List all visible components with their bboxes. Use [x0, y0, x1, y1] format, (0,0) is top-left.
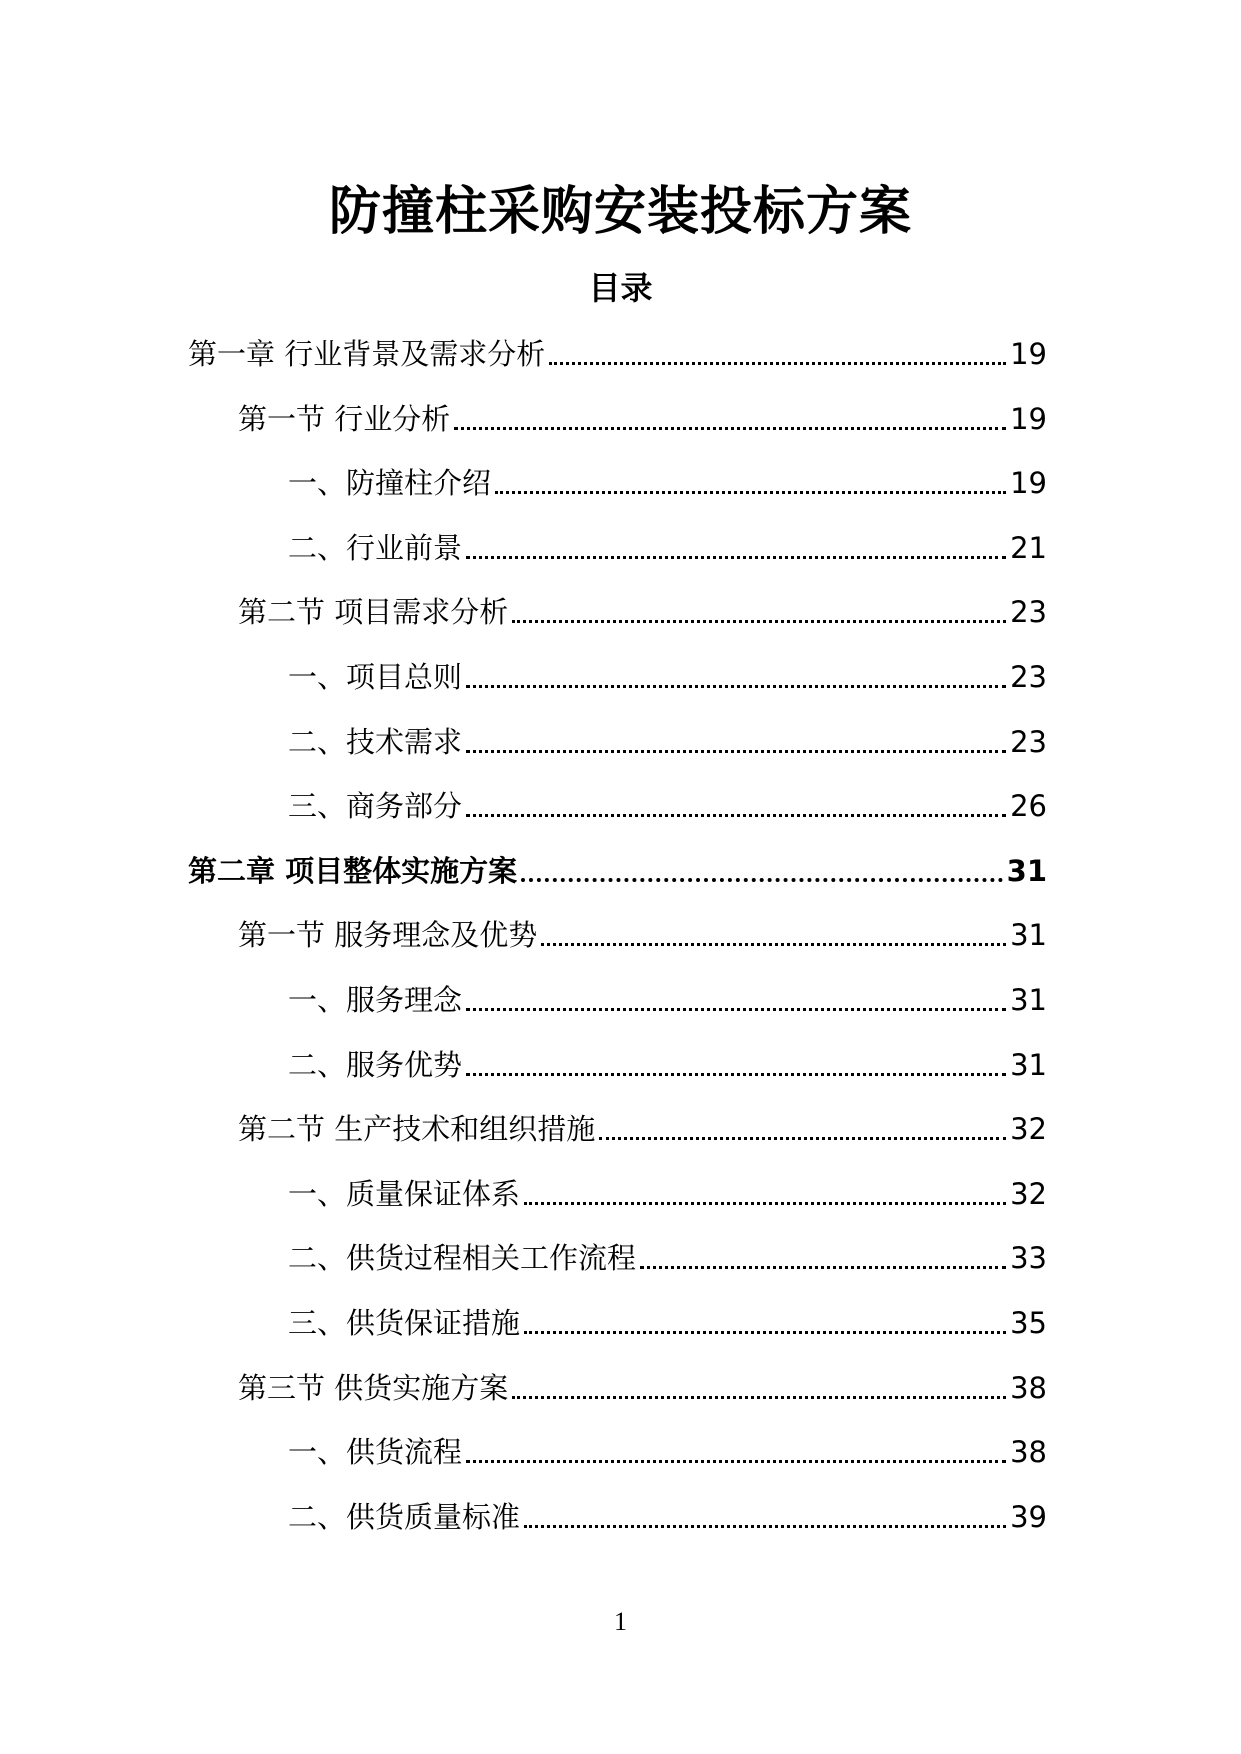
toc-entry-page: 31	[1006, 853, 1047, 888]
toc-leader-dots	[549, 361, 1006, 365]
toc-leader-dots	[541, 942, 1006, 946]
toc-entry-title: 第二节 生产技术和组织措施	[238, 1112, 596, 1147]
toc-entry-title: 三、商务部分	[288, 789, 463, 824]
toc-entry[interactable]	[238, 588, 1047, 632]
toc-entry[interactable]	[288, 1428, 1047, 1472]
toc-leader-dots	[466, 749, 1006, 753]
toc-leader-dots	[512, 1395, 1006, 1399]
toc-leader-dots	[466, 1007, 1006, 1011]
toc-leader-dots	[466, 1072, 1006, 1076]
toc-entry-title: 一、质量保证体系	[288, 1176, 521, 1211]
toc-entry-page: 23	[1010, 595, 1047, 630]
toc-entry-title: 二、供货过程相关工作流程	[288, 1241, 637, 1276]
toc-entry[interactable]	[288, 1493, 1047, 1537]
toc-entry-title: 一、供货流程	[288, 1435, 463, 1470]
toc-entry-title: 第二节 项目需求分析	[238, 595, 509, 630]
toc-leader-dots	[524, 1201, 1006, 1205]
toc-leader-dots	[512, 619, 1006, 623]
toc-leader-dots	[454, 426, 1006, 430]
toc-entry-page: 35	[1010, 1306, 1047, 1340]
toc-entry-page: 32	[1010, 1112, 1047, 1147]
toc-entry[interactable]	[288, 524, 1047, 568]
toc-entry-title: 一、项目总则	[288, 660, 463, 694]
toc-entry[interactable]	[188, 847, 1047, 891]
toc-leader-dots	[521, 877, 1003, 882]
toc-entry-page: 38	[1010, 1435, 1047, 1470]
toc-entry[interactable]	[238, 1364, 1047, 1408]
toc-entry-page: 31	[1010, 983, 1047, 1017]
toc-leader-dots	[640, 1265, 1006, 1269]
toc-leader-dots	[466, 1459, 1006, 1463]
toc-entry-title: 第三节 供货实施方案	[238, 1370, 509, 1405]
toc-heading: 目录	[588, 269, 653, 307]
toc-entry[interactable]	[188, 330, 1047, 374]
toc-entry-page: 19	[1010, 337, 1047, 371]
toc-entry[interactable]	[288, 1299, 1047, 1343]
toc-entry-title: 二、服务优势	[288, 1047, 463, 1082]
toc-entry-page: 33	[1010, 1241, 1047, 1276]
toc-entry-title: 第一节 行业分析	[238, 401, 451, 436]
toc-entry-page: 38	[1010, 1370, 1047, 1405]
toc-leader-dots	[466, 813, 1006, 817]
toc-entry-page: 21	[1010, 530, 1047, 565]
toc-entry-title: 二、技术需求	[288, 724, 463, 759]
toc-entry-page: 23	[1010, 660, 1047, 694]
toc-entry-title: 一、防撞柱介绍	[288, 466, 492, 501]
toc-entry-title: 第二章 项目整体实施方案	[188, 853, 518, 888]
toc-entry[interactable]	[238, 911, 1047, 955]
toc-entry-title: 二、供货质量标准	[288, 1499, 521, 1534]
page-number: 1	[614, 1607, 627, 1636]
toc-entry[interactable]	[288, 1170, 1047, 1214]
toc-entry-title: 三、供货保证措施	[288, 1306, 521, 1340]
toc-entry-page: 19	[1010, 466, 1047, 501]
toc-entry-title: 二、行业前景	[288, 530, 463, 565]
toc-leader-dots	[524, 1330, 1006, 1334]
toc-entry-page: 23	[1010, 724, 1047, 759]
toc-leader-dots	[495, 490, 1006, 494]
toc-entry-page: 39	[1010, 1499, 1047, 1534]
toc-entry-title: 一、服务理念	[288, 983, 463, 1017]
toc-entry-page: 19	[1010, 401, 1047, 436]
toc-leader-dots	[524, 1524, 1006, 1528]
toc-entry[interactable]	[288, 718, 1047, 762]
toc-entry-page: 26	[1010, 789, 1047, 824]
toc-entry-page: 31	[1010, 918, 1047, 953]
toc-entry[interactable]	[238, 395, 1047, 439]
toc-leader-dots	[466, 555, 1006, 559]
toc-entry-page: 32	[1010, 1176, 1047, 1211]
page-title: 防撞柱采购安装投标方案	[328, 182, 912, 242]
toc-entry-page: 31	[1010, 1047, 1047, 1082]
toc-entry[interactable]	[288, 1041, 1047, 1085]
toc-entry[interactable]	[288, 459, 1047, 503]
toc-entry[interactable]	[288, 976, 1047, 1020]
toc-leader-dots	[599, 1136, 1006, 1140]
toc-entry-title: 第一节 服务理念及优势	[238, 918, 538, 953]
toc-entry[interactable]	[288, 782, 1047, 826]
toc-entry-title: 第一章 行业背景及需求分析	[188, 337, 546, 371]
toc-leader-dots	[466, 684, 1006, 688]
toc-entry[interactable]	[288, 653, 1047, 697]
toc-entry[interactable]	[288, 1234, 1047, 1278]
toc-entry[interactable]	[238, 1105, 1047, 1149]
